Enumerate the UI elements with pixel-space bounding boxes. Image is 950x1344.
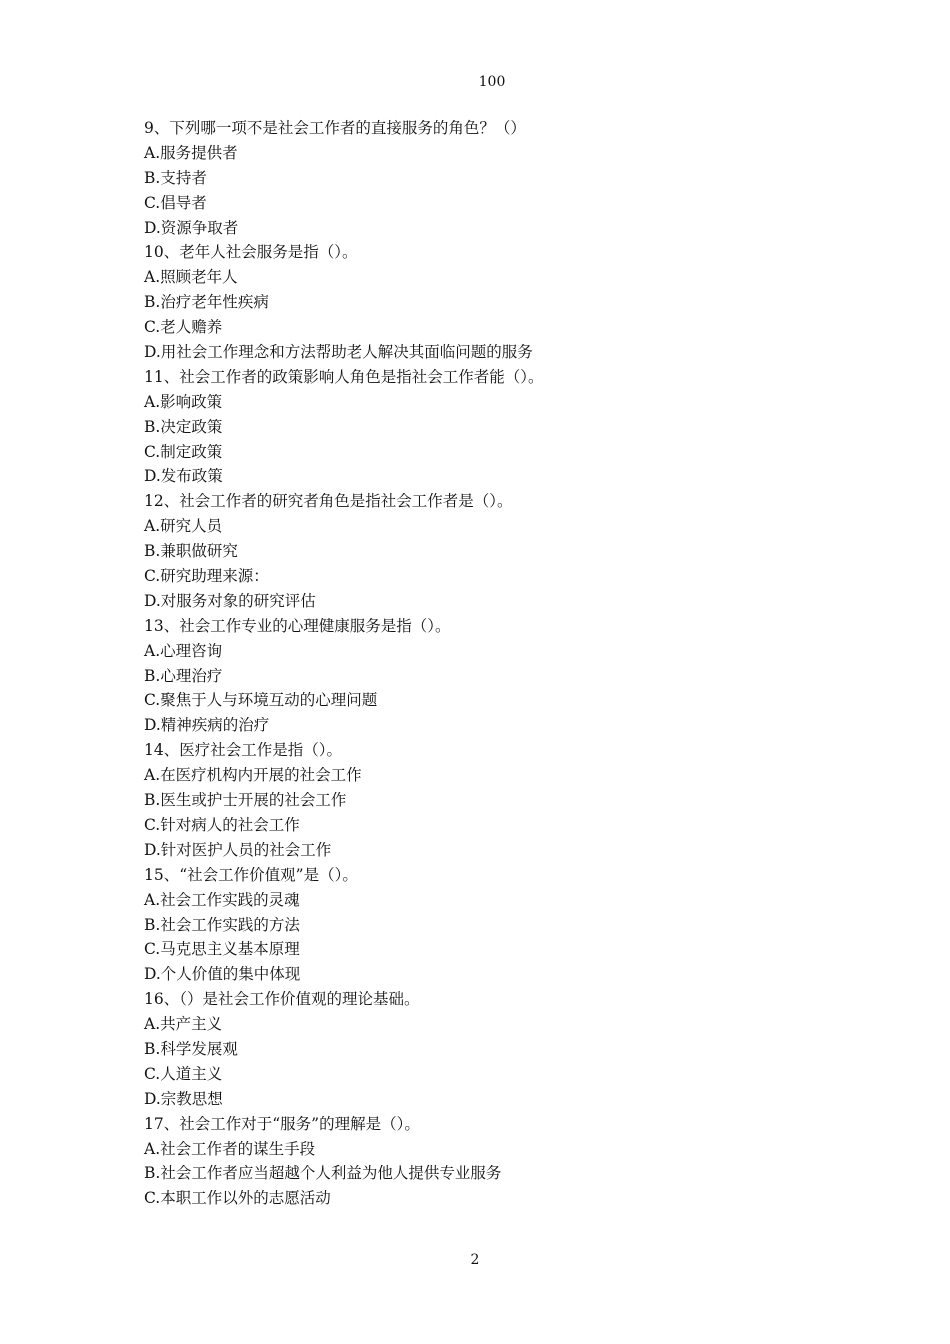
answer-option: D.宗教思想 — [144, 1089, 223, 1108]
question-stem: 16、（）是社会工作价值观的理论基础。 — [144, 990, 420, 1009]
answer-option: A.在医疗机构内开展的社会工作 — [144, 766, 362, 785]
question-stem: 12、社会工作者的研究者角色是指社会工作者是（）。 — [144, 492, 513, 511]
answer-option: C.马克思主义基本原理 — [144, 940, 300, 959]
question-stem: 10、老年人社会服务是指（）。 — [144, 243, 358, 262]
question-block — [144, 489, 844, 613]
answer-option: D.个人价值的集中体现 — [144, 965, 301, 984]
answer-option: A.共产主义 — [144, 1015, 223, 1034]
question-list — [144, 116, 844, 1211]
question-block — [144, 365, 844, 489]
question-block — [144, 738, 844, 862]
answer-option: B.医生或护士开展的社会工作 — [144, 791, 347, 810]
answer-option: B.治疗老年性疾病 — [144, 293, 269, 312]
answer-option: A.研究人员 — [144, 517, 223, 536]
answer-option: B.支持者 — [144, 168, 207, 187]
answer-option: D.资源争取者 — [144, 218, 239, 237]
answer-option: A.服务提供者 — [144, 143, 238, 162]
question-block — [144, 614, 844, 738]
footer-page-number: 2 — [470, 1252, 480, 1268]
answer-option: C.老人赡养 — [144, 318, 223, 337]
question-block — [144, 116, 844, 240]
answer-option: B.社会工作者应当超越个人利益为他人提供专业服务 — [144, 1164, 502, 1183]
answer-option: A.社会工作实践的灵魂 — [144, 890, 300, 909]
answer-option: C.研究助理来源： — [144, 567, 269, 586]
answer-option: C.制定政策 — [144, 442, 223, 461]
answer-option: A.心理咨询 — [144, 641, 223, 660]
answer-option: A.照顾老年人 — [144, 268, 238, 287]
page-footer — [0, 1251, 950, 1269]
question-stem: 17、社会工作对于“服务”的理解是（）。 — [144, 1114, 420, 1133]
question-stem: 9、下列哪一项不是社会工作者的直接服务的角色？（） — [144, 119, 526, 137]
question-stem: 11、社会工作者的政策影响人角色是指社会工作者能（）。 — [144, 367, 544, 386]
answer-option: D.针对医护人员的社会工作 — [144, 840, 332, 859]
question-stem: 13、社会工作专业的心理健康服务是指（）。 — [144, 616, 451, 635]
answer-option: C.本职工作以外的志愿活动 — [144, 1189, 331, 1208]
answer-option: D.对服务对象的研究评估 — [144, 591, 316, 610]
answer-option: D.发布政策 — [144, 467, 223, 486]
question-block — [144, 240, 844, 364]
answer-option: B.社会工作实践的方法 — [144, 915, 300, 934]
page-header — [0, 73, 950, 91]
answer-option: B.科学发展观 — [144, 1039, 238, 1058]
question-block — [144, 1112, 844, 1212]
answer-option: B.决定政策 — [144, 417, 223, 436]
answer-option: A.社会工作者的谋生手段 — [144, 1139, 316, 1158]
answer-option: D.用社会工作理念和方法帮助老人解决其面临问题的服务 — [144, 343, 533, 362]
question-block — [144, 987, 844, 1111]
question-stem: 15、“社会工作价值观”是（）。 — [144, 865, 358, 884]
answer-option: B.心理治疗 — [144, 666, 223, 685]
answer-option: D.精神疾病的治疗 — [144, 716, 270, 735]
header-page-label: 100 — [478, 74, 506, 90]
question-block — [144, 863, 844, 987]
answer-option: C.聚焦于人与环境互动的心理问题 — [144, 691, 378, 710]
answer-option: C.倡导者 — [144, 193, 207, 212]
answer-option: C.人道主义 — [144, 1064, 223, 1083]
answer-option: B.兼职做研究 — [144, 542, 238, 561]
answer-option: A.影响政策 — [144, 392, 223, 411]
question-stem: 14、医疗社会工作是指（）。 — [144, 741, 342, 760]
answer-option: C.针对病人的社会工作 — [144, 815, 300, 834]
